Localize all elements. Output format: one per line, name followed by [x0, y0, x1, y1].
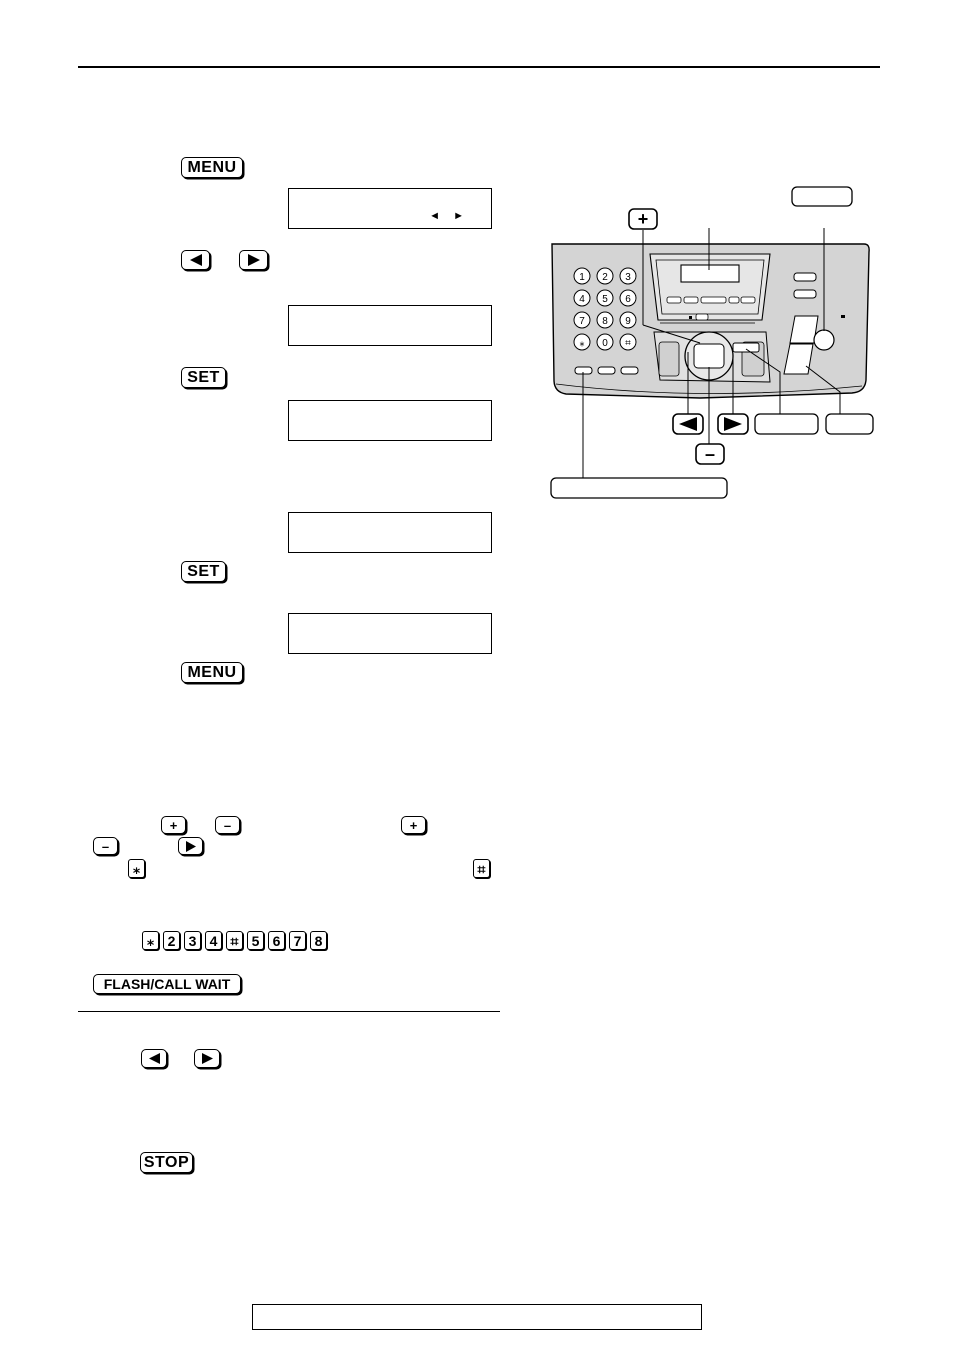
sequence-key: 7 — [289, 931, 306, 950]
dialpad-key-label: 7 — [579, 316, 585, 327]
left-arrow-key — [181, 250, 210, 270]
right-arrow-key-2 — [194, 1049, 220, 1068]
dialpad-key-label: 6 — [625, 294, 631, 305]
star-key-note: ⁎ — [128, 859, 145, 878]
sequence-key: ⁎ — [142, 931, 159, 950]
minus-key-note: – — [215, 816, 240, 834]
dialpad-key-label: 1 — [579, 272, 585, 283]
plus-key-note: + — [161, 816, 186, 834]
display-arrows: ◄ ► — [429, 210, 469, 222]
footer-box — [252, 1304, 702, 1330]
set-key: SET — [181, 367, 226, 388]
dialpad-key-label: 8 — [602, 316, 608, 327]
minus-key-note-2: – — [93, 837, 118, 855]
set-key-2: SET — [181, 561, 226, 582]
sequence-key: 3 — [184, 931, 201, 950]
sequence-key: 2 — [163, 931, 180, 950]
diagram-minus-key: – — [704, 444, 716, 464]
right-arrow-key-note — [178, 837, 203, 855]
dialpad-key-label: ⌗ — [625, 338, 631, 349]
sequence-key: 4 — [205, 931, 222, 950]
display-box-3 — [288, 400, 492, 441]
display-box-5 — [288, 613, 492, 654]
flash-call-wait-key: FLASH/CALL WAIT — [93, 974, 241, 994]
display-box-2 — [288, 305, 492, 346]
display-box-4 — [288, 512, 492, 553]
plus-key-note-2: + — [401, 816, 426, 834]
dialpad-key-label: 9 — [625, 316, 631, 327]
sequence-key: 6 — [268, 931, 285, 950]
menu-key-2: MENU — [181, 662, 243, 683]
right-arrow-key — [239, 250, 268, 270]
left-arrow-key-2 — [141, 1049, 167, 1068]
menu-key: MENU — [181, 157, 243, 178]
dialpad-key-label: ⁎ — [579, 338, 585, 349]
diagram-plus-key: + — [637, 209, 649, 229]
section-rule — [78, 1011, 500, 1012]
display-box-1 — [288, 188, 492, 229]
stop-key: STOP — [140, 1152, 193, 1173]
top-rule — [78, 66, 880, 68]
sequence-key: 5 — [247, 931, 264, 950]
pound-key-note: ⌗ — [473, 859, 490, 878]
dialpad-key-label: 3 — [625, 272, 631, 283]
sequence-key: ⌗ — [226, 931, 243, 950]
dialpad-key-label: 4 — [579, 294, 585, 305]
dialpad-key-label: 2 — [602, 272, 608, 283]
dialpad-key-label: 0 — [602, 338, 608, 349]
sequence-key: 8 — [310, 931, 327, 950]
fax-control-panel-diagram — [540, 180, 880, 510]
dialpad-key-label: 5 — [602, 294, 608, 305]
